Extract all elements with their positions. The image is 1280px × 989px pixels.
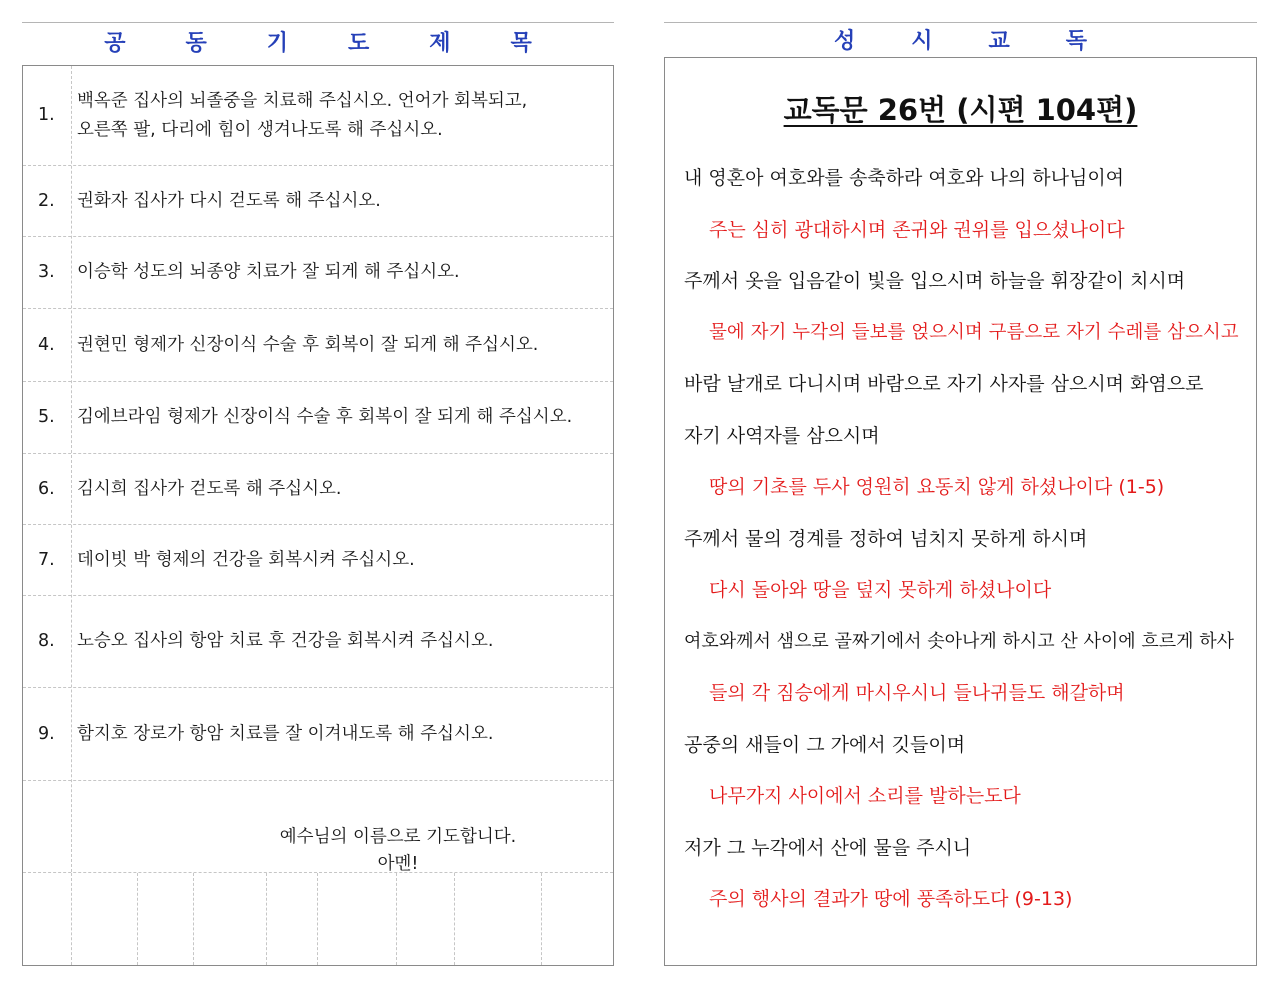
- verse-leader: 주께서 물의 경계를 정하여 넘치지 못하게 하시며: [684, 527, 1088, 550]
- verse-response: 들의 각 짐승에게 마시우시니 들나귀들도 해갈하며: [709, 682, 1125, 705]
- verse-leader: 내 영혼아 여호와를 송축하라 여호와 나의 하나님이여: [684, 167, 1125, 190]
- prayer-item-number: 3.: [38, 262, 55, 282]
- prayer-item: [23, 454, 613, 525]
- grid-line: [137, 873, 138, 965]
- verse-response: 나무가지 사이에서 소리를 발하는도다: [709, 785, 1021, 808]
- prayer-item-number: 9.: [38, 723, 55, 744]
- prayer-item-text: 이승학 성도의 뇌종양 치료가 잘 되게 해 주십시오.: [77, 262, 460, 282]
- prayer-item: [23, 309, 613, 382]
- prayer-item-number: 4.: [38, 334, 55, 355]
- verse-response: 주는 심히 광대하시며 존귀와 권위를 입으셨나이다: [709, 218, 1125, 241]
- grid-line: [396, 873, 397, 965]
- prayer-item-number: 2.: [38, 190, 55, 211]
- verse-response: 땅의 기초를 두사 영원히 요동치 않게 하셨나이다 (1-5): [709, 476, 1165, 499]
- prayer-item-number: 5.: [38, 407, 55, 427]
- verse-list: [684, 151, 1248, 924]
- verse-leader: 여호와께서 샘으로 골짜기에서 솟아나게 하시고 산 사이에 흐르게 하사: [684, 631, 1235, 653]
- grid-line: [266, 873, 267, 965]
- closing-amen: 아멘!: [377, 854, 419, 874]
- closing-line: 예수님의 이름으로 기도합니다.: [279, 827, 517, 847]
- title-char: 동: [185, 30, 207, 56]
- title-char: 시: [911, 28, 933, 54]
- grid-line: [454, 873, 455, 965]
- prayer-item-number: 6.: [38, 478, 55, 499]
- prayer-section-title: [22, 25, 614, 57]
- prayer-item-text: 오른쪽 팔, 다리에 힘이 생겨나도록 해 주십시오.: [77, 119, 443, 140]
- prayer-item-text: 김시희 집사가 걷도록 해 주십시오.: [77, 478, 342, 499]
- prayer-item: [23, 66, 613, 166]
- grid-line: [317, 873, 318, 965]
- prayer-item: [23, 596, 613, 688]
- reading-title-text: 교독문 26번 (시편 104편): [783, 93, 1138, 127]
- top-rule: [22, 22, 614, 23]
- verse-leader: 바람 날개로 다니시며 바람으로 자기 사자를 삼으시며 화염으로: [684, 373, 1204, 396]
- prayer-list: [23, 66, 613, 872]
- title-char: 독: [1065, 28, 1088, 54]
- prayer-item: [23, 525, 613, 596]
- verse-leader: 주께서 옷을 입음같이 빛을 입으시며 하늘을 휘장같이 치시며: [684, 270, 1186, 293]
- verse-response: 주의 행사의 결과가 땅에 풍족하도다 (9-13): [709, 888, 1073, 911]
- verse-response: 다시 돌아와 땅을 덮지 못하게 하셨나이다: [709, 579, 1052, 602]
- verse-leader: 자기 사역자를 삼으시며: [684, 424, 880, 447]
- grid-line: [541, 873, 542, 965]
- prayer-item-number: 1.: [38, 105, 55, 125]
- prayer-list-box: [22, 65, 614, 966]
- grid-line: [71, 873, 72, 965]
- prayer-item: [23, 688, 613, 781]
- bottom-grid: [23, 872, 613, 965]
- reading-title: [665, 88, 1256, 129]
- prayer-item-text: 김에브라임 형제가 신장이식 수술 후 회복이 잘 되게 해 주십시오.: [77, 407, 573, 427]
- prayer-item-number: 7.: [38, 549, 55, 570]
- prayer-item: [23, 382, 613, 454]
- prayer-item-text: 백옥준 집사의 뇌졸중을 치료해 주십시오. 언어가 회복되고,: [77, 90, 528, 111]
- prayer-item-text: 권현민 형제가 신장이식 수술 후 회복이 잘 되게 해 주십시오.: [77, 334, 539, 355]
- verse-response: 물에 자기 누각의 들보를 얹으시며 구름으로 자기 수레를 삼으시고: [709, 322, 1239, 344]
- verse-leader: 공중의 새들이 그 가에서 깃들이며: [684, 733, 966, 756]
- grid-line: [193, 873, 194, 965]
- title-char: 교: [988, 28, 1010, 54]
- prayer-item-text: 데이빗 박 형제의 건강을 회복시켜 주십시오.: [77, 549, 415, 570]
- reading-section-title: [664, 22, 1257, 56]
- prayer-item-text: 노승오 집사의 항암 치료 후 건강을 회복시켜 주십시오.: [77, 631, 494, 651]
- prayer-item: [23, 166, 613, 237]
- title-char: 제: [429, 30, 451, 56]
- prayer-item-number: 8.: [38, 631, 55, 651]
- prayer-item-text: 함지호 장로가 항암 치료를 잘 이겨내도록 해 주십시오.: [77, 723, 494, 744]
- title-char: 공: [104, 30, 126, 56]
- verse-leader: 저가 그 누각에서 산에 물을 주시니: [684, 836, 972, 859]
- title-char: 성: [833, 28, 856, 54]
- closing-prayer: [23, 824, 613, 884]
- title-char: 도: [348, 30, 370, 56]
- reading-box: [664, 57, 1257, 966]
- title-char: 목: [510, 30, 532, 56]
- prayer-item: [23, 237, 613, 309]
- prayer-item-text: 권화자 집사가 다시 걷도록 해 주십시오.: [77, 190, 381, 211]
- title-char: 기: [266, 30, 288, 56]
